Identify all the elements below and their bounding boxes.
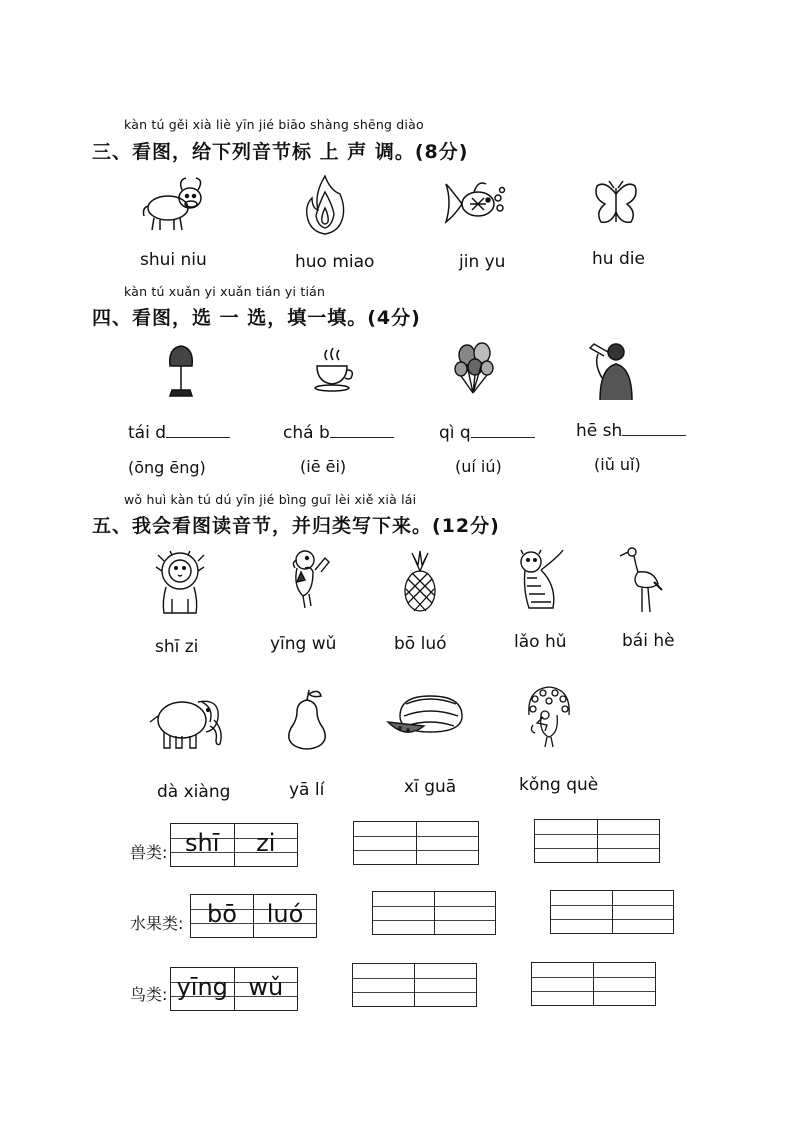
lion-icon	[152, 551, 210, 617]
answer-syllable: bō	[207, 900, 237, 928]
category-birds-label: 鸟类:	[130, 985, 168, 1004]
parrot-label: yīng wǔ	[270, 634, 337, 654]
drink-prefix: hē sh	[576, 421, 623, 441]
crane-label: bái hè	[622, 631, 675, 651]
drink-blank[interactable]	[622, 434, 686, 436]
balloon-options: (uí iú)	[455, 457, 502, 476]
pear-label: yā lí	[289, 780, 325, 800]
beasts-answer-box-3[interactable]	[534, 819, 660, 863]
lamp-icon	[164, 344, 198, 400]
peacock-label: kǒng què	[519, 775, 599, 795]
section3-heading: 三、看图，给下列音节标 上 声 调。(8分)	[92, 141, 469, 163]
section4-pinyin: kàn tú xuǎn yi xuǎn tián yi tián	[124, 284, 326, 299]
beasts-answer-box-2[interactable]	[353, 821, 479, 865]
birds-answer-box-3[interactable]	[531, 962, 656, 1006]
tea-blank[interactable]	[330, 436, 394, 438]
elephant-label: dà xiàng	[157, 782, 231, 802]
buffalo-label: shui niu	[140, 250, 207, 270]
balloon-prefix: qì q	[439, 423, 471, 443]
lamp-fill-line	[128, 423, 230, 443]
lamp-prefix: tái d	[128, 423, 167, 443]
birds-answer-box-2[interactable]	[352, 963, 477, 1007]
tea-prefix: chá b	[283, 423, 330, 443]
crane-icon	[620, 546, 664, 614]
answer-syllable: luó	[266, 900, 304, 928]
watermelon-label: xī guā	[404, 777, 457, 797]
butterfly-label: hu die	[592, 249, 645, 269]
beasts-answer-box-1[interactable]	[170, 823, 298, 867]
section5-pinyin: wǒ huì kàn tú dú yīn jié bìng guī lèi xiě xià lái	[124, 492, 417, 507]
teacup-icon	[313, 348, 355, 392]
balloons-icon	[455, 343, 495, 397]
fire-icon	[300, 174, 350, 236]
section5-heading: 五、我会看图读音节，并归类写下来。(12分)	[92, 515, 500, 537]
tea-fill-line	[283, 423, 394, 443]
watermelon-icon	[386, 692, 470, 744]
pear-icon	[283, 688, 331, 750]
answer-syllable: yīng	[176, 973, 228, 1001]
tiger-label: lǎo hǔ	[514, 632, 567, 652]
tiger-icon	[511, 546, 567, 610]
pineapple-label: bō luó	[394, 634, 447, 654]
fruits-answer-box-1[interactable]	[190, 894, 317, 938]
goldfish-label: jin yu	[459, 252, 506, 272]
answer-syllable: shī	[185, 829, 220, 857]
peacock-icon	[523, 685, 575, 749]
drinking-man-icon	[586, 338, 638, 400]
goldfish-icon	[442, 178, 508, 230]
water-buffalo-icon	[138, 176, 208, 232]
balloon-blank[interactable]	[471, 436, 535, 438]
fruits-answer-box-2[interactable]	[372, 891, 496, 935]
lamp-options: (ōng ēng)	[128, 458, 206, 477]
drink-fill-line	[576, 421, 686, 441]
section4-heading: 四、看图，选 一 选，填一填。(4分)	[92, 307, 421, 329]
section3-pinyin: kàn tú gěi xià liè yīn jié biāo shàng shēng diào	[124, 117, 424, 132]
elephant-icon	[146, 686, 226, 752]
category-beasts-label: 兽类:	[130, 843, 168, 862]
answer-syllable: wǔ	[248, 973, 284, 1001]
answer-syllable: zi	[256, 829, 276, 857]
birds-answer-box-1[interactable]	[170, 967, 298, 1011]
drink-options: (iǔ uǐ)	[594, 455, 641, 474]
fruits-answer-box-3[interactable]	[550, 890, 674, 934]
parrot-icon	[287, 548, 335, 610]
tea-options: (iē ēi)	[300, 457, 347, 476]
lamp-blank[interactable]	[166, 436, 230, 438]
category-fruits-label: 水果类:	[130, 914, 184, 933]
pineapple-icon	[402, 551, 438, 613]
butterfly-icon	[591, 178, 641, 228]
balloon-fill-line	[439, 423, 535, 443]
lion-label: shī zi	[155, 637, 199, 657]
fire-label: huo miao	[295, 252, 375, 272]
